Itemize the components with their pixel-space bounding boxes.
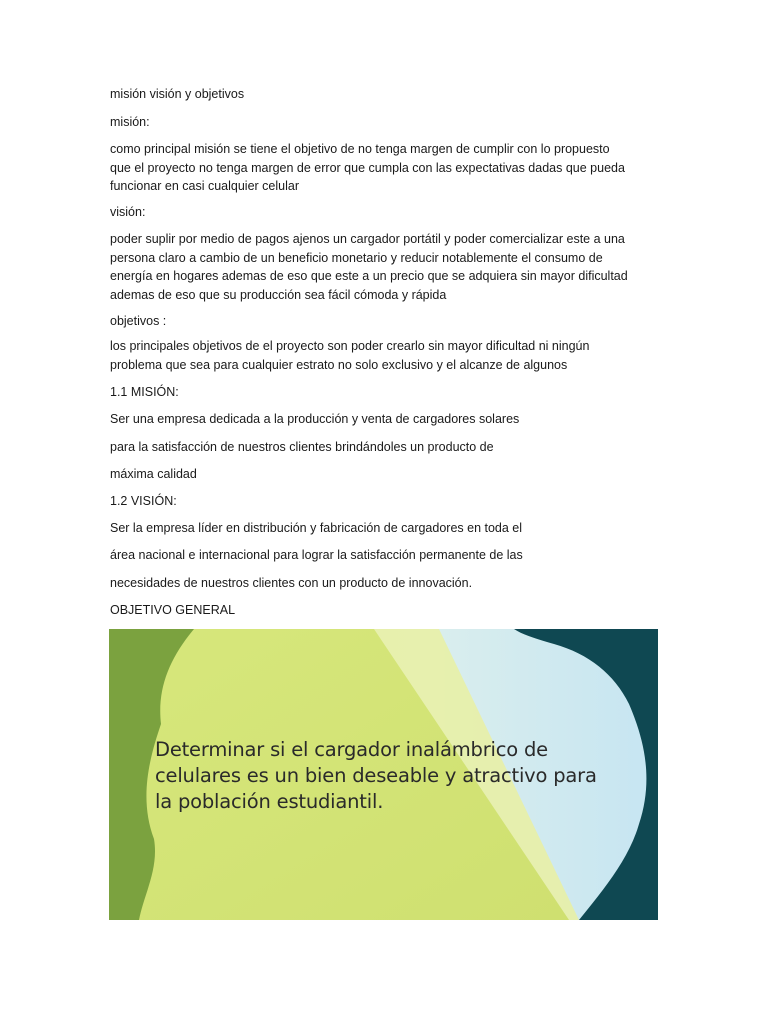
mision-line: que el proyecto no tenga margen de error que cumpla con las expectativas dadas que pueda — [110, 160, 625, 175]
section-mision-line: para la satisfacción de nuestros clientes brindándoles un producto de — [110, 440, 494, 454]
objetivo-general-title: OBJETIVO GENERAL — [110, 603, 236, 617]
slide-text-line: la población estudiantil. — [155, 790, 384, 813]
vision-line: poder suplir por medio de pagos ajenos un cargador portátil y poder comercializar este a una — [110, 232, 625, 246]
objetivos-paragraph — [110, 337, 655, 374]
vision-line: ademas de eso que su producción sea fácil cómoda y rápida — [110, 287, 447, 302]
document-heading: misión visión y objetivos — [110, 87, 245, 101]
vision-paragraph — [110, 230, 655, 304]
mision-label: misión: — [110, 115, 150, 129]
section-mision-line: máxima calidad — [110, 467, 197, 481]
section-vision-line: Ser la empresa líder en distribución y fabricación de cargadores en toda el — [110, 521, 523, 535]
section-vision-title: 1.2 VISIÓN: — [110, 494, 177, 508]
mision-line: funcionar en casi cualquier celular — [110, 179, 299, 193]
objetivos-line: los principales objetivos de el proyecto son poder crearlo sin mayor dificultad ni ningún — [110, 339, 590, 353]
objetivos-label: objetivos : — [110, 314, 167, 328]
mision-line: como principal misión se tiene el objetivo de no tenga margen de cumplir con lo propuesto — [110, 142, 610, 156]
slide-text-line: celulares es un bien deseable y atractivo para — [155, 764, 597, 787]
section-mision-title: 1.1 MISIÓN: — [110, 385, 179, 399]
slide-text — [155, 737, 655, 815]
objetivos-line: problema que sea para cualquier estrato no solo exclusivo y el alcanze de algunos — [110, 357, 568, 372]
mision-paragraph — [110, 140, 655, 196]
section-vision-line: área nacional e internacional para lograr la satisfacción permanente de las — [110, 548, 523, 562]
vision-line: persona claro a cambio de un beneficio monetario y reducir notablemente el consumo de — [110, 250, 603, 265]
slide-text-line: Determinar si el cargador inalámbrico de — [155, 738, 548, 761]
objetivo-slide-image — [109, 629, 658, 920]
vision-label: visión: — [110, 205, 146, 219]
section-vision-line: necesidades de nuestros clientes con un producto de innovación. — [110, 576, 473, 590]
section-mision-line: Ser una empresa dedicada a la producción y venta de cargadores solares — [110, 412, 520, 426]
vision-line: energía en hogares ademas de eso que este a un precio que se adquiera sin mayor dificultad — [110, 269, 628, 283]
